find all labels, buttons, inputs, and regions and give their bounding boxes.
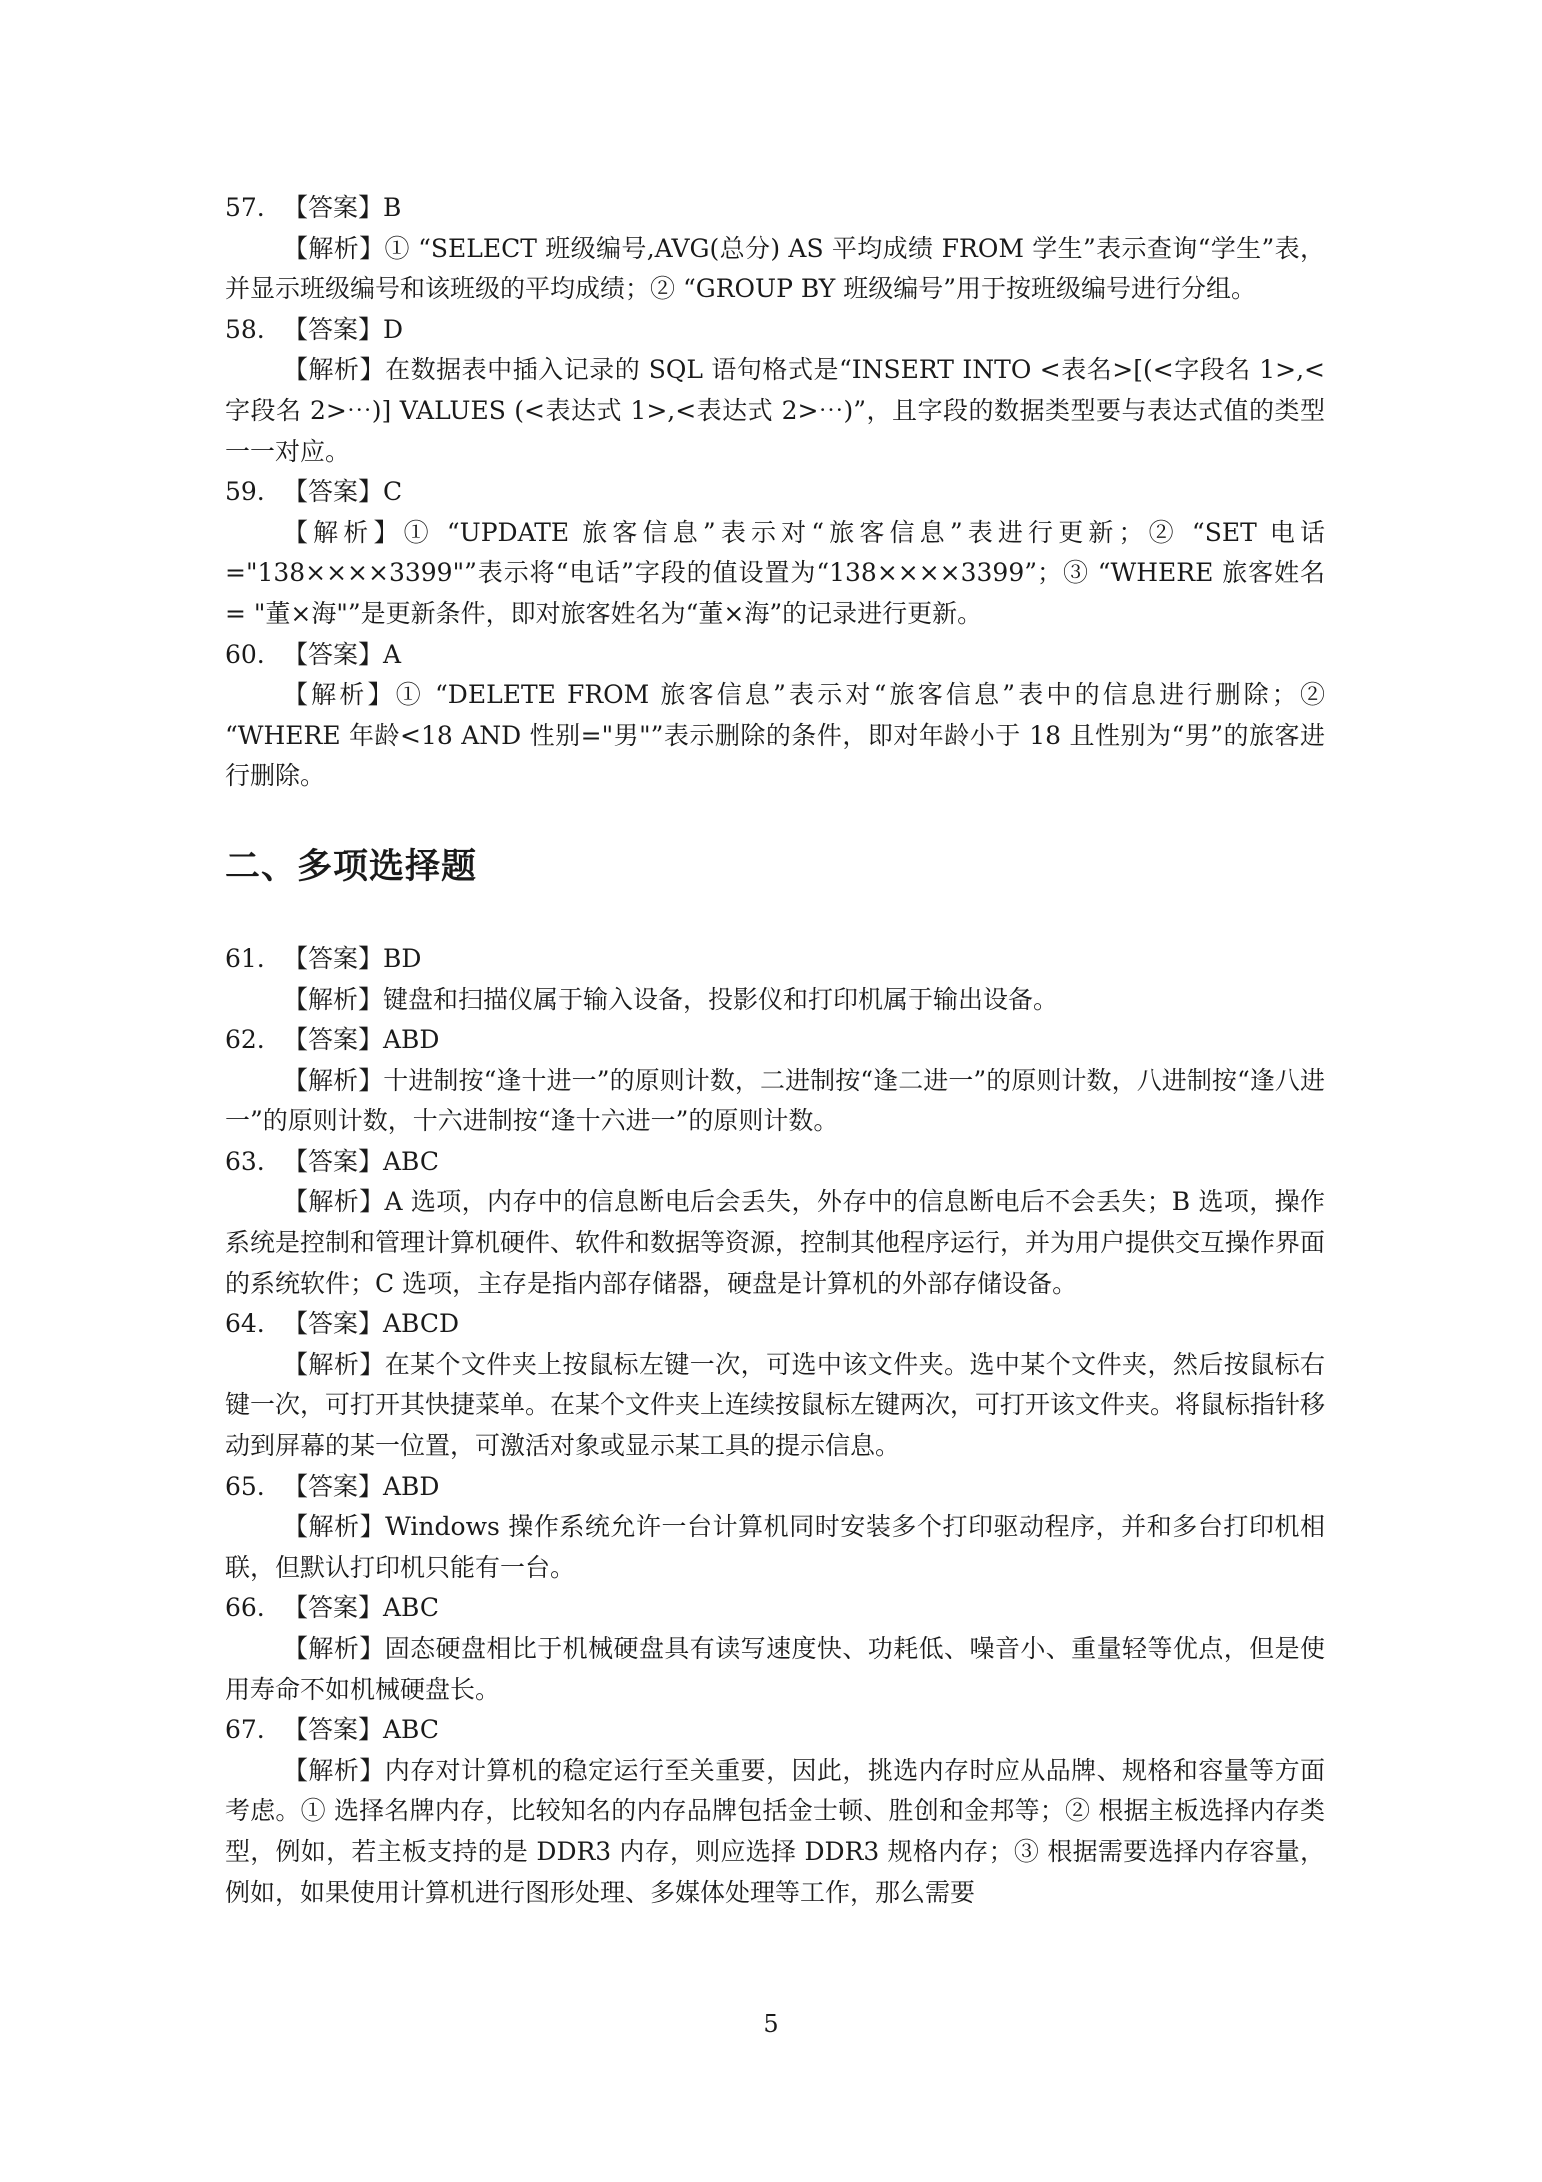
answer-line [225,635,1325,676]
answer-value: 【答案】ABC [283,1146,440,1176]
answer-entry [225,310,1325,472]
answer-line [225,1710,1325,1751]
answer-line [225,1020,1325,1061]
answer-value: 【答案】A [283,639,402,669]
answer-value: 【答案】ABD [283,1025,440,1055]
explanation-text: 【解析】键盘和扫描仪属于输入设备，投影仪和打印机属于输出设备。 [283,984,1059,1014]
answer-line [225,1142,1325,1183]
answer-entry [225,472,1325,634]
explanation-text: 【解析】在某个文件夹上按鼠标左键一次，可选中该文件夹。选中某个文件夹，然后按鼠标右键一次，可打开其快捷菜单。在某个文件夹上连续按鼠标左键两次，可打开该文件夹。将鼠标指针移动到屏幕的某一位置，可激活对象或显示某工具的提示信息。 [225,1349,1326,1461]
question-number: 58. [225,314,265,344]
explanation-text: 【解析】① “UPDATE 旅客信息”表示对“旅客信息”表进行更新；② “SET 电话="138××××3399"”表示将“电话”字段的值设置为“138××××3399”；③ “WHERE 旅客姓名= "董×海"”是更新条件，即对旅客姓名为“董×海”的记录进行更新。 [225,517,1325,628]
answer-entry [225,1020,1325,1142]
answer-list-single-choice [225,188,1325,797]
question-number: 60. [225,639,265,669]
question-number: 62. [225,1025,265,1055]
answer-entry [225,1588,1325,1710]
answer-value: 【答案】ABD [283,1471,440,1501]
answer-line [225,310,1325,351]
page-content [225,188,1325,1913]
answer-value: 【答案】D [283,314,404,344]
answer-value: 【答案】ABC [283,1593,440,1623]
explanation-text: 【解析】A 选项，内存中的信息断电后会丢失，外存中的信息断电后不会丢失；B 选项，操作系统是控制和管理计算机硬件、软件和数据等资源，控制其他程序运行，并为用户提供交互操作界面的系统软件；C 选项，主存是指内部存储器，硬盘是计算机的外部存储设备。 [225,1187,1326,1298]
answer-line [225,939,1325,980]
question-number: 67. [225,1715,265,1745]
answer-entry [225,1304,1325,1466]
question-number: 61. [225,943,265,973]
explanation-text: 【解析】内存对计算机的稳定运行至关重要，因此，挑选内存时应从品牌、规格和容量等方面考虑。① 选择名牌内存，比较知名的内存品牌包括金士顿、胜创和金邦等；② 根据主板选择内存类型，例如，若主板支持的是 DDR3 内存，则应选择 DDR3 规格内存；③ 根据需要选择内存容量，例如，如果使用计算机进行图形处理、多媒体处理等工作，那么需要 [225,1755,1325,1907]
answer-line [225,188,1325,229]
answer-entry [225,188,1325,310]
section-title: 二、多项选择题 [225,846,478,887]
answer-line [225,1467,1325,1508]
explanation-text: 【解析】Windows 操作系统允许一台计算机同时安装多个打印驱动程序，并和多台打印机相联，但默认打印机只能有一台。 [225,1512,1325,1582]
answer-list-multiple-choice [225,939,1325,1913]
question-number: 57. [225,193,265,222]
explanation-text: 【解析】固态硬盘相比于机械硬盘具有读写速度快、功耗低、噪音小、重量轻等优点，但是使用寿命不如机械硬盘长。 [225,1634,1325,1704]
question-number: 64. [225,1309,265,1339]
answer-line [225,1588,1325,1629]
page-number: 5 [763,2010,779,2038]
answer-value: 【答案】BD [283,943,422,973]
answer-value: 【答案】C [283,477,403,507]
question-number: 59. [225,477,265,507]
answer-line [225,472,1325,513]
question-number: 66. [225,1593,265,1623]
answer-entry [225,1467,1325,1589]
question-number: 65. [225,1471,265,1501]
answer-value: 【答案】ABC [283,1715,440,1745]
explanation-text: 【解析】十进制按“逢十进一”的原则计数，二进制按“逢二进一”的原则计数，八进制按“逢八进一”的原则计数，十六进制按“逢十六进一”的原则计数。 [225,1065,1325,1136]
answer-entry [225,1710,1325,1913]
answer-entry [225,1142,1325,1304]
question-number: 63. [225,1146,265,1176]
answer-value: 【答案】ABCD [283,1309,460,1339]
answer-line [225,1304,1325,1345]
answer-entry [225,939,1325,1020]
explanation-text: 【解析】① “SELECT 班级编号,AVG(总分) AS 平均成绩 FROM 学生”表示查询“学生”表，并显示班级编号和该班级的平均成绩；② “GROUP BY 班级编号”用于按班级编号进行分组。 [225,233,1325,304]
answer-value: 【答案】B [283,193,402,222]
explanation-text: 【解析】在数据表中插入记录的 SQL 语句格式是“INSERT INTO <表名>[(<字段名 1>,<字段名 2>⋯)] VALUES (<表达式 1>,<表达式 2>⋯)”，且字段的数据类型要与表达式值的类型一一对应。 [225,355,1325,466]
answer-entry [225,635,1325,797]
explanation-text: 【解析】① “DELETE FROM 旅客信息”表示对“旅客信息”表中的信息进行删除；② “WHERE 年龄<18 AND 性别="男"”表示删除的条件，即对年龄小于 18 且性别为“男”的旅客进行删除。 [225,680,1325,791]
